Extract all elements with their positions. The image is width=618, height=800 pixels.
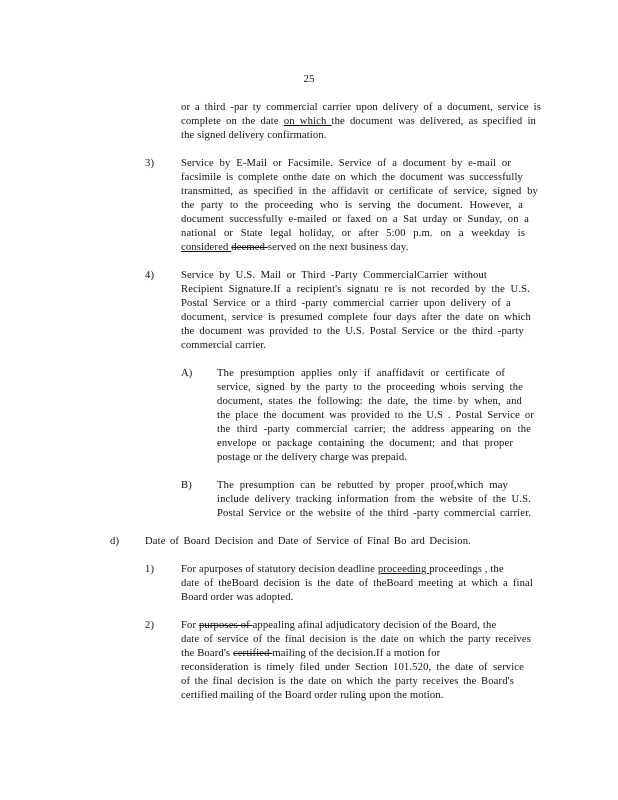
text-line: Service by U.S. Mail or Third -Party CommercialCarrier without	[181, 270, 487, 281]
text-line: The presumption can be rebutted by proper proof,which may	[217, 480, 508, 491]
text-line: certified mailing of the Board order ruling upon the motion.	[181, 690, 444, 701]
text-line: The presumption applies only if anaffidavit or certificate of	[217, 368, 505, 379]
inserted-text: considered	[181, 242, 232, 253]
text-segment: the Board's	[181, 648, 233, 659]
text-line: include delivery tracking information from the website of the U.S.	[217, 494, 531, 505]
text-line: postage or the delivery charge was prepaid.	[217, 452, 408, 463]
text-line: Postal Service or a third -party commercial carrier upon delivery of a	[181, 298, 511, 309]
text-line: document, service is presumed complete four days after the date on which	[181, 312, 531, 323]
section-label: d)	[110, 536, 120, 547]
text-line: document successfully e-mailed or faxed on a Sat urday or Sunday, on a	[181, 214, 529, 225]
list-label: 3)	[145, 158, 155, 169]
list-label: 1)	[145, 564, 155, 575]
text-line: the place the document was provided to the U.S . Postal Service or	[217, 410, 534, 421]
list-label: 2)	[145, 620, 155, 631]
list-label: A)	[181, 368, 193, 379]
page-number: 25	[303, 73, 315, 85]
text-line: the third -party commercial carrier; the address appearing on the	[217, 424, 531, 435]
inserted-text: on which	[283, 116, 332, 127]
text-line: Recipient Signature.If a recipient's signatu re is not recorded by the U.S.	[181, 284, 530, 295]
inserted-text: proceeding	[377, 564, 430, 575]
deleted-text: deemed	[231, 242, 268, 253]
text-segment: appealing afinal adjudicatory decision of the Board, the	[252, 620, 497, 631]
text-line	[181, 619, 496, 632]
text-line: the signed delivery confirmation.	[181, 130, 327, 141]
text-line: national or State legal holiday, or after 5:00 p.m. on a weekday is	[181, 228, 525, 239]
text-line: transmitted, as specified in the affidavit or certificate of service, signed by	[181, 186, 538, 197]
list-label: 4)	[145, 270, 155, 281]
text-line	[181, 241, 408, 254]
deleted-text: certified	[232, 648, 273, 659]
text-line: or a third -par ty commercial carrier upon delivery of a document, service is	[181, 102, 541, 113]
text-line: Board order was adopted.	[181, 592, 294, 603]
text-line: the party to the proceeding who is serving the document. However, a	[181, 200, 523, 211]
text-segment: complete on the date	[181, 116, 284, 127]
text-line	[181, 115, 536, 128]
text-segment: For	[181, 620, 199, 631]
section-heading: Date of Board Decision and Date of Service of Final Bo ard Decision.	[145, 536, 471, 547]
text-line: date of theBoard decision is the date of theBoard meeting at which a final	[181, 578, 533, 589]
text-line: reconsideration is timely filed under Section 101.520, the date of service	[181, 662, 524, 673]
text-segment: For a	[181, 564, 204, 575]
text-line: document, states the following: the date, the time by when, and	[217, 396, 522, 407]
text-line: Postal Service or the website of the third -party commercial carrier.	[217, 508, 531, 519]
text-segment: proceedings , the	[429, 564, 504, 575]
text-segment: purposes of statutory decision deadline	[203, 564, 378, 575]
text-line: Service by E-Mail or Facsimile. Service of a document by e-mail or	[181, 158, 511, 169]
text-line	[181, 563, 504, 576]
text-segment: the document was delivered, as specified in	[331, 116, 536, 127]
text-line: date of service of the final decision is the date on which the party receives	[181, 634, 531, 645]
text-segment: served on the next business day.	[267, 242, 409, 253]
text-line: envelope or package containing the document; and that proper	[217, 438, 513, 449]
text-line: of the final decision is the date on which the party receives the Board's	[181, 676, 514, 687]
text-segment: mailing of the decision.If a motion for	[272, 648, 441, 659]
text-line: commercial carrier.	[181, 340, 267, 351]
list-label: B)	[181, 480, 192, 491]
text-line: the document was provided to the U.S. Postal Service or the third -party	[181, 326, 524, 337]
text-line: facsimile is complete onthe date on which the document was successfully	[181, 172, 523, 183]
text-line: service, signed by the party to the proceeding whois serving the	[217, 382, 523, 393]
deleted-text: purposes of	[198, 620, 253, 631]
text-line	[181, 647, 440, 660]
